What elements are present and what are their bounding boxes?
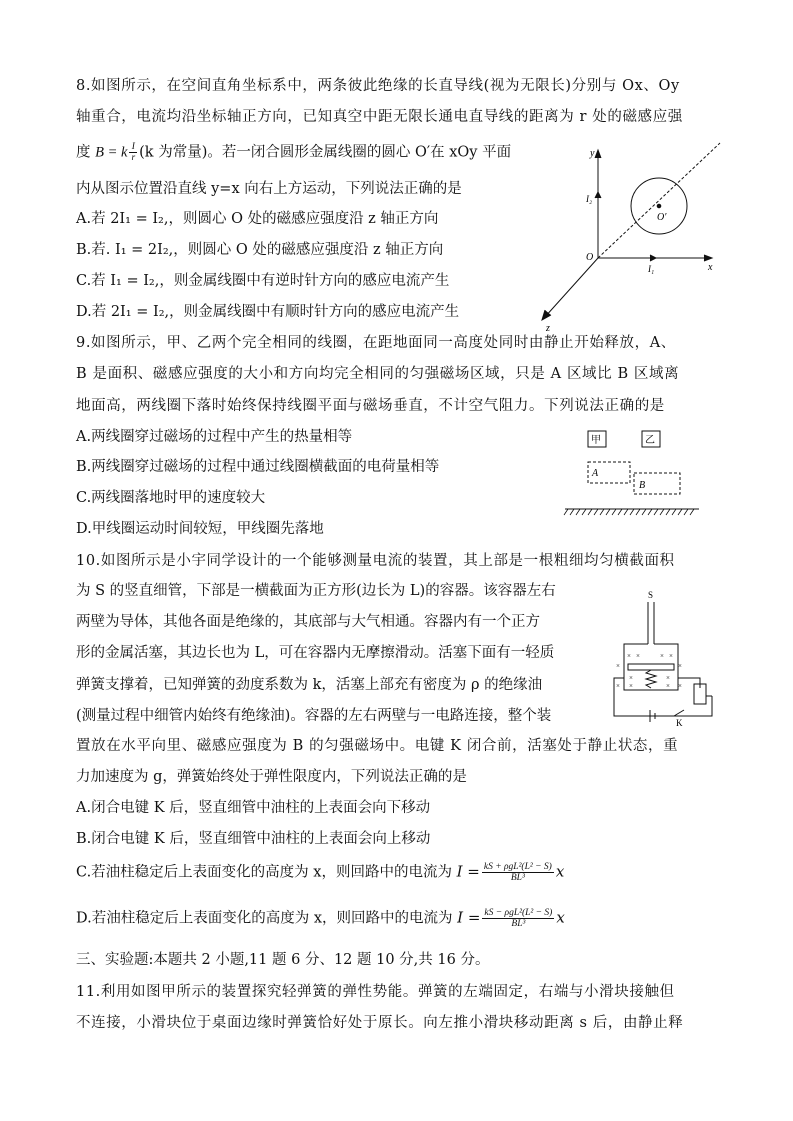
q10-option-c-text: C.若油柱稳定后上表面变化的高度为 x，则回路中的电流为	[76, 864, 452, 881]
q9-jia-label: 甲	[591, 435, 601, 446]
q8-line3	[76, 142, 511, 163]
q9-line1: 9.如图所示，甲、乙两个完全相同的线圈，在距地面同一高度处同时由静止开始释放，A、	[76, 335, 676, 351]
q9-b-label: B	[639, 480, 646, 491]
svg-text:×: ×	[666, 674, 670, 682]
q10-line5: 弹簧支撑着，已知弹簧的劲度系数为 k，活塞上部充有密度为 ρ 的绝缘油	[76, 677, 543, 693]
q9-line3: 地面高，两线圈下落时始终保持线圈平面与磁场垂直，不计空气阻力。下列说法正确的是	[76, 398, 665, 414]
q8-z-label: z	[546, 323, 550, 334]
q10-option-c-frac: $\frac{\text{kS + ρgL²(L² − S)}}{\text{BL³}}$	[483, 862, 552, 883]
q10-option-c	[76, 862, 564, 883]
svg-text:×: ×	[636, 652, 640, 660]
q9-figure	[562, 428, 702, 520]
svg-text:×: ×	[627, 652, 631, 660]
q8-i2-label: I₂	[586, 194, 593, 204]
q9-option-c: C.两线圈落地时甲的速度较大	[76, 490, 266, 506]
q10-line4: 形的金属活塞，其边长也为 L，可在容器内无摩擦滑动。活塞下面有一轻质	[76, 645, 555, 661]
q8-line3-pre: 度	[76, 144, 91, 161]
q9-yi-label: 乙	[645, 435, 655, 446]
q8-x-label: x	[708, 262, 713, 273]
q8-line-y-eq-x	[598, 143, 720, 258]
svg-text:×: ×	[678, 662, 682, 670]
svg-text:×: ×	[666, 682, 670, 690]
q10-option-d	[76, 908, 565, 929]
q8-line1: 8.如图所示，在空间直角坐标系中，两条彼此绝缘的长直导线(视为无限长)分别与 Ox、Oy	[76, 78, 680, 94]
q10-line1: 10.如图所示是小宇同学设计的一个能够测量电流的装置，其上部是一根粗细均匀横截面积	[76, 553, 675, 569]
q8-origin-label: O	[586, 252, 594, 263]
q10-figure	[612, 588, 722, 726]
q8-option-a: A.若 2I₁ = I₂,，则圆心 O 处的磁感应强度沿 z 轴正方向	[76, 211, 439, 227]
q10-option-a: A.闭合电键 K 后，竖直细管中油柱的上表面会向下移动	[76, 800, 431, 816]
q10-line2: 为 S 的竖直细管，下部是一横截面为正方形(边长为 L)的容器。该容器左右	[76, 583, 556, 599]
q11-line2: 不连接，小滑块位于桌面边缘时弹簧恰好处于原长。向左推小滑块移动距离 s 后，由静止释	[76, 1015, 684, 1031]
svg-text:×: ×	[660, 652, 664, 660]
q10-option-d-text: D.若油柱稳定后上表面变化的高度为 x，则回路中的电流为	[76, 910, 453, 927]
q10-line3: 两壁为导体，其他各面是绝缘的，其底部与大气相通。容器内有一个正方	[76, 614, 540, 630]
q10-line7: 置放在水平向里、磁感应强度为 B 的匀强磁场中。电键 K 闭合前，活塞处于静止状态，重	[76, 738, 679, 754]
q8-figure	[530, 140, 730, 335]
svg-text:×: ×	[629, 674, 633, 682]
q10-option-d-eq-i: I =	[457, 908, 481, 927]
q8-option-d: D.若 2I₁ = I₂,，则金属线圈中有顺时针方向的感应电流产生	[76, 304, 460, 320]
q8-formula-b: B = k	[95, 144, 128, 161]
q9-a-label: A	[592, 468, 599, 479]
q10-option-b: B.闭合电键 K 后，竖直细管中油柱的上表面会向上移动	[76, 831, 431, 847]
svg-text:×: ×	[669, 652, 673, 660]
q10-spring	[646, 670, 656, 688]
svg-text:×: ×	[616, 682, 620, 690]
q8-option-b: B.若. I₁ = 2I₂,，则圆心 O 处的磁感应强度沿 z 轴正方向	[76, 242, 444, 258]
q10-switch	[674, 710, 684, 716]
svg-text:×: ×	[678, 682, 682, 690]
q10-line8: 力加速度为 g，弹簧始终处于弹性限度内，下列说法正确的是	[76, 769, 467, 785]
q8-y-label: y	[590, 148, 595, 159]
q9-option-d: D.甲线圈运动时间较短，甲线圈先落地	[76, 521, 324, 537]
q11-line1: 11.利用如图甲所示的装置探究轻弹簧的弹性势能。弹簧的左端固定，右端与小滑块接触但	[76, 984, 675, 1000]
q10-option-c-eq-i: I =	[456, 862, 480, 881]
q9-option-a: A.两线圈穿过磁场的过程中产生的热量相等	[76, 429, 353, 445]
q8-option-c: C.若 I₁ = I₂,，则金属线圈中有逆时针方向的感应电流产生	[76, 273, 450, 289]
q10-s-label: S	[648, 590, 654, 600]
q8-line2: 轴重合，电流均沿坐标轴正方向，已知真空中距无限长通电直导线的距离为 r 处的磁感应强	[76, 109, 683, 125]
q10-line6: (测量过程中细管内始终有绝缘油)。容器的左右两壁与一电路连接，整个装	[76, 708, 552, 724]
q9-line2: B 是面积、磁感应强度的大小和方向均完全相同的匀强磁场区域，只是 A 区域比 B 区域离	[76, 366, 680, 382]
q10-piston	[628, 664, 674, 670]
q10-option-d-frac: $\frac{\text{kS − ρgL²(L² − S)}}{\text{BL³}}$	[484, 908, 553, 929]
svg-text:×: ×	[629, 682, 633, 690]
q8-center-label: O′	[657, 212, 667, 223]
q8-formula-frac: $\frac{I}{r}$	[131, 142, 136, 163]
q9-option-b: B.两线圈穿过磁场的过程中通过线圈横截面的电荷量相等	[76, 459, 440, 475]
q8-i1-label: I₁	[648, 264, 655, 274]
q8-z-axis	[544, 258, 598, 318]
section-3-heading: 三、实验题:本题共 2 小题,11 题 6 分、12 题 10 分,共 16 分。	[76, 952, 490, 968]
q8-line3-post: (k 为常量)。若一闭合圆形金属线圈的圆心 O′在 xOy 平面	[139, 144, 512, 161]
q10-k-label: K	[676, 718, 683, 726]
svg-text:×: ×	[616, 662, 620, 670]
q8-line4: 内从图示位置沿直线 y=x 向右上方运动，下列说法正确的是	[76, 181, 462, 197]
q10-option-d-x: x	[556, 908, 565, 927]
q10-option-c-x: x	[555, 862, 565, 881]
